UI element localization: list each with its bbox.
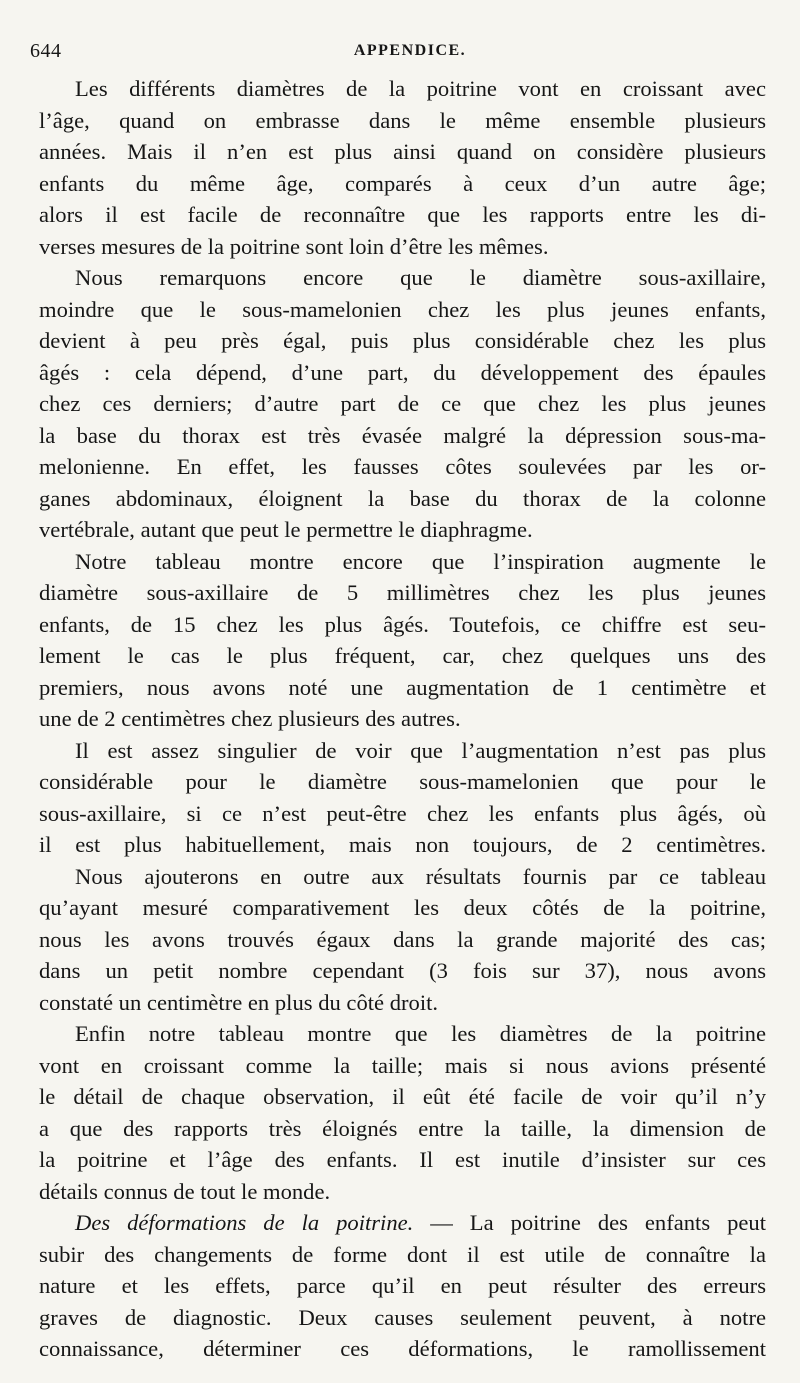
- line-text: enfants du même âge, comparés à ceux d’un autre âge;: [39, 170, 766, 196]
- line-text: qu’ayant mesuré comparativement les deux côtés de la poitrine,: [39, 895, 766, 920]
- line-text: connaissance, déterminer ces déformations, le ramollissement: [39, 1336, 766, 1361]
- line-text: années. Mais il n’en est plus ainsi quand on considère plusieurs: [39, 139, 766, 164]
- text-line: [39, 924, 766, 956]
- line-text: graves de diagnostic. Deux causes seulement peuvent, à notre: [39, 1304, 766, 1330]
- line-text: a que des rapports très éloignés entre la taille, la dimension de: [39, 1115, 766, 1141]
- line-text: la base du thorax est très évasée malgré la dépression sous-ma-: [39, 422, 766, 448]
- text-line: [39, 105, 766, 137]
- text-line: [39, 1081, 766, 1113]
- line-text: l’âge, quand on embrasse dans le même ensemble plusieurs: [39, 107, 766, 133]
- text-line: [39, 861, 766, 893]
- line-text: Notre tableau montre encore que l’inspiration augmente le: [75, 548, 766, 574]
- line-text: vertébrale, autant que peut le permettre le diaphragme.: [39, 517, 533, 542]
- text-line: [39, 766, 766, 798]
- text-line: [39, 955, 766, 987]
- line-text: Nous ajouterons en outre aux résultats fournis par ce tableau: [75, 863, 766, 889]
- line-text: Enfin notre tableau montre que les diamètres de la poitrine: [75, 1021, 766, 1046]
- line-text: nous les avons trouvés égaux dans la grande majorité des cas;: [39, 926, 766, 952]
- line-text: Les différents diamètres de la poitrine vont en croissant avec: [75, 76, 766, 101]
- text-line: [39, 577, 766, 609]
- text-line: [39, 1302, 766, 1334]
- text-line: [39, 136, 766, 168]
- text-line: [39, 1113, 766, 1145]
- line-text: enfants, de 15 chez les plus âgés. Toutefois, ce chiffre est seu-: [39, 611, 766, 637]
- text-line: [39, 231, 766, 263]
- text-line: [39, 73, 766, 105]
- line-text: détails connus de tout le monde.: [39, 1178, 331, 1204]
- text-line: [39, 798, 766, 830]
- text-line: [39, 1333, 766, 1365]
- text-line: [39, 168, 766, 200]
- line-text: la poitrine et l’âge des enfants. Il est inutile d’insister sur ces: [39, 1147, 766, 1172]
- text-line: [39, 294, 766, 326]
- page-number: 644: [30, 40, 62, 62]
- text-line: [39, 1176, 766, 1208]
- text-line: [39, 892, 766, 924]
- section-heading: Des déformations de la poitrine.: [75, 1210, 414, 1235]
- text-line: [39, 1239, 766, 1271]
- line-text: il est plus habituellement, mais non toujours, de 2 centimètres.: [39, 832, 766, 857]
- line-text: alors il est facile de reconnaître que les rapports entre les di-: [39, 202, 766, 227]
- text-line: [39, 388, 766, 420]
- text-line: [39, 199, 766, 231]
- text-line: [39, 1270, 766, 1302]
- text-line: [39, 640, 766, 672]
- line-text: ganes abdominaux, éloignent la base du thorax de la colonne: [39, 485, 766, 511]
- text-line: [39, 703, 766, 735]
- text-line: [39, 1207, 766, 1239]
- line-text: lement le cas le plus fréquent, car, chez quelques uns des: [39, 643, 766, 668]
- line-text: melonienne. En effet, les fausses côtes soulevées par les or-: [39, 454, 766, 479]
- line-text: devient à peu près égal, puis plus considérable chez les plus: [39, 328, 766, 353]
- line-text: premiers, nous avons noté une augmentation de 1 centimètre et: [39, 674, 766, 700]
- line-text: considérable pour le diamètre sous-mamelonien que pour le: [39, 769, 766, 794]
- running-title: APPENDICE.: [353, 42, 467, 59]
- text-line: [39, 1144, 766, 1176]
- line-text: chez ces derniers; d’autre part de ce que chez les plus jeunes: [39, 391, 766, 416]
- text-line: [39, 829, 766, 861]
- line-text: diamètre sous-axillaire de 5 millimètres chez les plus jeunes: [39, 580, 766, 605]
- text-line: [39, 1018, 766, 1050]
- line-text: sous-axillaire, si ce n’est peut-être chez les enfants plus âgés, où: [39, 800, 766, 826]
- line-text: Il est assez singulier de voir que l’augmentation n’est pas plus: [75, 737, 766, 763]
- line-text: dans un petit nombre cependant (3 fois sur 37), nous avons: [39, 958, 766, 983]
- text-line: [39, 514, 766, 546]
- line-text: âgés : cela dépend, d’une part, du développement des épaules: [39, 359, 766, 385]
- text-line: [39, 451, 766, 483]
- text-line: [39, 325, 766, 357]
- text-line: [39, 357, 766, 389]
- line-text: une de 2 centimètres chez plusieurs des autres.: [39, 706, 461, 731]
- text-line: [39, 420, 766, 452]
- text-line: [39, 546, 766, 578]
- text-line: [39, 483, 766, 515]
- line-text: le détail de chaque observation, il eût été facile de voir qu’il n’y: [39, 1084, 766, 1109]
- line-text: nature et les effets, parce qu’il en peut résulter des erreurs: [39, 1273, 766, 1298]
- text-line: [39, 735, 766, 767]
- line-text: vont en croissant comme la taille; mais si nous avions présenté: [39, 1052, 766, 1078]
- text-line: [39, 987, 766, 1019]
- line-text: subir des changements de forme dont il est utile de connaître la: [39, 1241, 766, 1267]
- text-line: [39, 609, 766, 641]
- line-text: — La poitrine des enfants peut: [413, 1210, 766, 1235]
- text-line: [39, 672, 766, 704]
- body-text: [39, 73, 766, 1365]
- text-line: [39, 1050, 766, 1082]
- line-text: verses mesures de la poitrine sont loin d’être les mêmes.: [39, 233, 549, 259]
- line-text: constaté un centimètre en plus du côté droit.: [39, 989, 439, 1015]
- line-text: moindre que le sous-mamelonien chez les plus jeunes enfants,: [39, 296, 766, 322]
- running-head: [30, 36, 770, 66]
- line-text: Nous remarquons encore que le diamètre sous-axillaire,: [75, 265, 766, 290]
- text-line: [39, 262, 766, 294]
